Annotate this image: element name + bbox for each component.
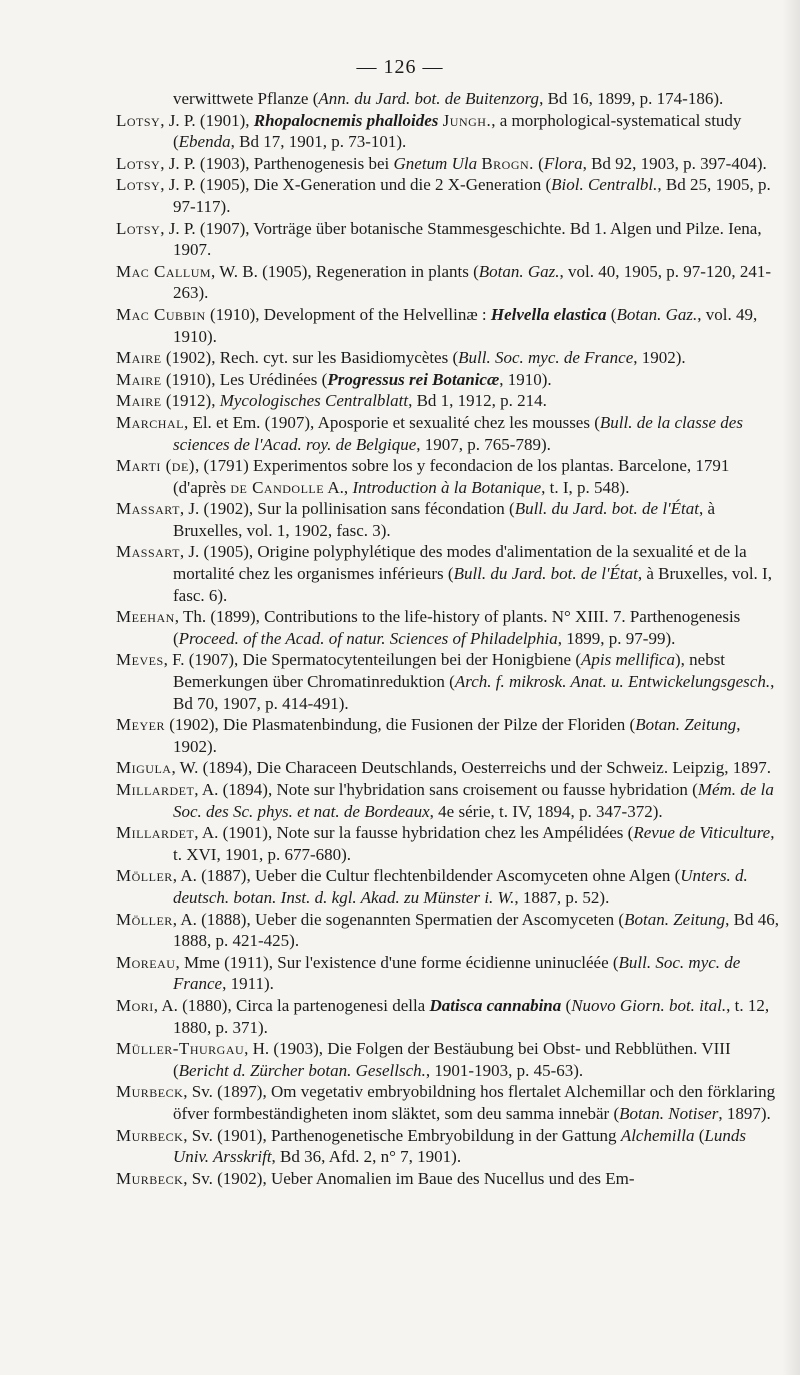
reference-text: , 1902). xyxy=(633,348,686,368)
author-name: Murbeck xyxy=(116,1082,184,1102)
author-name: Millardet xyxy=(116,823,195,843)
author-name: Meyer xyxy=(116,715,165,735)
reference-text: , Bd 1, 1912, p. 214. xyxy=(408,391,547,411)
reference-text: , 1907, p. 765-789). xyxy=(416,434,551,454)
title-text: Botan. Gaz. xyxy=(616,304,698,324)
reference-text: , F. (1907), Die Spermatocytenteilungen bei der Honigbiene ( xyxy=(163,650,582,670)
reference-entry xyxy=(116,390,784,412)
reference-entry xyxy=(116,541,784,606)
reference-text: , vol. 40, 1905, p. 97-120, 241-263). xyxy=(173,261,772,303)
reference-text: verwittwete Pflanze ( xyxy=(173,89,319,108)
reference-entry xyxy=(116,1168,784,1190)
title-text: Datisca cannabina xyxy=(429,995,562,1015)
reference-text: , Bd 25, 1905, p. 97-117). xyxy=(173,175,771,216)
reference-text: , à Bruxelles, vol. 1, 1902, fasc. 3). xyxy=(173,499,716,540)
reference-text: , J. P. (1905), Die X-Generation und die 2 X-Generation ( xyxy=(160,175,552,195)
title-text: Bull. de la classe des sciences de l'Acad. roy. de Belgique xyxy=(173,412,743,454)
title-text: Botan. Zeitung xyxy=(624,909,726,929)
reference-text: , Bd 36, Afd. 2, n° 7, 1901). xyxy=(271,1147,462,1167)
title-text: Bull. du Jard. bot. de l'État xyxy=(453,564,638,584)
title-text: Bull. du Jard. bot. de l'État xyxy=(514,499,700,519)
reference-text: , J. (1905), Origine polyphylétique des modes d'alimentation de la sexualité et de la mortalité chez les organismes inférieurs ( xyxy=(173,542,747,584)
reference-text: , t. 12, 1880, p. 371). xyxy=(173,995,770,1037)
title-text: Apis mellifica xyxy=(581,650,675,670)
reference-entry xyxy=(116,455,784,498)
reference-entry xyxy=(116,909,784,952)
reference-text: , 1901-1903, p. 45-63). xyxy=(425,1060,584,1080)
reference-entry xyxy=(116,304,784,347)
reference-text: , vol. 49, 1910). xyxy=(173,304,758,346)
reference-entry xyxy=(116,412,784,455)
reference-text: ( xyxy=(694,1125,705,1145)
title-text: Gnetum Ula xyxy=(393,153,478,173)
reference-text: , W. B. (1905), Regeneration in plants ( xyxy=(211,261,479,281)
title-text: Botan. Gaz. xyxy=(478,261,560,281)
title-text: Ebenda xyxy=(178,132,231,152)
author-name: Lotsy xyxy=(116,175,161,195)
reference-text: , Th. (1899), Contributions to the life-history of plants. N° XIII. 7. Parthenogenesis ( xyxy=(173,607,741,648)
reference-text: A., xyxy=(324,477,353,497)
reference-entry xyxy=(116,498,784,541)
reference-text: , à Bruxelles, vol. I, fasc. 6). xyxy=(173,564,772,605)
reference-text: , Bd 16, 1899, p. 174-186). xyxy=(539,89,724,108)
reference-text: , 1902). xyxy=(173,715,741,756)
title-text: Mém. de la Soc. des Sc. phys. et nat. de Bordeaux xyxy=(173,780,774,821)
reference-text: , Sv. (1902), Ueber Anomalien im Baue des Nucellus und des Em- xyxy=(183,1168,635,1188)
reference-text: ( xyxy=(533,153,544,173)
author-name: Millardet xyxy=(116,780,195,799)
reference-text: , t. I, p. 548). xyxy=(541,477,630,497)
reference-text: , Bd 17, 1901, p. 73-101). xyxy=(230,132,407,152)
title-text: Helvella elastica xyxy=(490,304,607,324)
author-name: Möller xyxy=(116,866,173,886)
title-text: Introduction à la Botanique xyxy=(352,477,542,497)
reference-text: , 1899, p. 97-99). xyxy=(557,628,676,648)
title-text: Rhopalocnemis phalloides xyxy=(253,110,439,130)
reference-entry xyxy=(116,261,784,304)
author-name: Marchal xyxy=(116,412,184,432)
page-number: — 126 — xyxy=(356,56,444,78)
title-text: Biol. Centralbl. xyxy=(551,175,658,195)
author-name: Lotsy xyxy=(116,110,161,130)
title-text: Mycologisches Centralblatt xyxy=(219,391,409,411)
reference-text: ( xyxy=(606,304,617,324)
title-text: Botan. Notiser xyxy=(619,1103,719,1123)
author-name: Mori xyxy=(116,995,154,1015)
reference-text: , A. (1894), Note sur l'hybridation sans croisement ou fausse hybridation ( xyxy=(194,780,698,799)
reference-text: , 1911). xyxy=(222,974,274,994)
reference-entry xyxy=(116,174,784,217)
author-name: Lotsy xyxy=(116,153,161,173)
author-name: Maire xyxy=(116,391,162,411)
reference-text: , Bd 70, 1907, p. 414-491). xyxy=(173,672,775,713)
author-name: de Candolle xyxy=(230,477,325,497)
reference-text: , Mme (1911), Sur l'existence d'une forme écidienne uninucléée ( xyxy=(175,952,619,972)
reference-entry xyxy=(116,153,784,175)
author-name: Jungh. xyxy=(442,110,492,130)
title-text: Unters. d. deutsch. botan. Inst. d. kgl. Akad. zu Münster i. W. xyxy=(173,866,748,907)
page-edge-shadow xyxy=(782,0,800,1375)
reference-text: , Sv. (1901), Parthenogenetische Embryobildung in der Gattung xyxy=(183,1125,621,1145)
reference-entry xyxy=(116,822,784,865)
author-name: Massart xyxy=(116,499,180,519)
reference-text: ( xyxy=(561,995,572,1015)
author-name: Mac Callum xyxy=(116,261,212,281)
title-text: Ann. du Jard. bot. de Buitenzorg xyxy=(318,89,540,108)
reference-entry xyxy=(116,995,784,1038)
title-text: Botan. Zeitung xyxy=(635,715,737,735)
reference-text: , Sv. (1897), Om vegetativ embryobildning hos flertalet Alchemillar och den förklaring öfver formbeständigheten inom släktet, som deu samma innebär ( xyxy=(173,1082,776,1123)
author-name: Massart xyxy=(116,542,180,562)
reference-entry xyxy=(116,779,784,822)
reference-text: , A. (1901), Note sur la fausse hybridation chez les Ampélidées ( xyxy=(194,823,634,843)
author-name: Migula xyxy=(116,758,172,778)
title-text: Arch. f. mikrosk. Anat. u. Entwickelungsgesch. xyxy=(454,672,771,692)
reference-text: , W. (1894), Die Characeen Deutschlands, Oesterreichs und der Schweiz. Leipzig, 1897. xyxy=(171,758,771,778)
reference-text: (1912), xyxy=(161,391,220,411)
author-name: Meehan xyxy=(116,607,175,627)
reference-text: , 1897). xyxy=(718,1103,771,1123)
reference-text: , H. (1903), Die Folgen der Bestäubung bei Obst- und Rebblüthen. VIII ( xyxy=(173,1039,731,1080)
reference-text: , 1910). xyxy=(499,369,552,389)
title-text: Flora xyxy=(543,153,583,173)
reference-text: (1910), Les Urédinées ( xyxy=(161,369,328,389)
author-name: Mac Cubbin xyxy=(116,304,206,324)
reference-entry xyxy=(116,218,784,261)
title-text: Revue de Viticulture xyxy=(633,823,771,843)
reference-entry xyxy=(116,1038,784,1081)
author-name: Moreau xyxy=(116,952,176,972)
author-name: Murbeck xyxy=(116,1125,184,1145)
reference-entry xyxy=(116,1081,784,1124)
reference-text: ), nebst Bemerkungen über Chromatinreduktion ( xyxy=(173,650,726,692)
reference-text: (1910), Development of the Helvellinæ : xyxy=(205,304,491,324)
reference-text: , J. P. (1907), Vorträge über botanische Stammesgeschichte. Bd 1. Algen und Pilze. Iena, 1907. xyxy=(160,218,762,260)
reference-text: , J. P. (1901), xyxy=(160,110,254,130)
reference-text: , A. (1887), Ueber die Cultur flechtenbildender Ascomyceten ohne Algen ( xyxy=(172,866,681,886)
author-name: Möller xyxy=(116,909,173,929)
author-name: Brogn. xyxy=(481,153,534,173)
reference-text: , a morphological-systematical study ( xyxy=(173,110,742,152)
reference-text: , A. (1880), Circa la partenogenesi della xyxy=(153,995,430,1015)
title-text: Alchemilla xyxy=(620,1125,695,1145)
reference-entry xyxy=(116,88,784,110)
reference-entry xyxy=(116,649,784,714)
title-text: Lunds Univ. Arsskrift xyxy=(173,1125,746,1167)
title-text: Bull. Soc. myc. de France xyxy=(458,348,634,368)
title-text: Proceed. of the Acad. of natur. Sciences of Philadelphia xyxy=(178,628,558,648)
reference-text: , 4e série, t. IV, 1894, p. 347-372). xyxy=(429,801,663,821)
reference-text: , J. P. (1903), Parthenogenesis bei xyxy=(160,153,394,173)
reference-text: , Bd 46, 1888, p. 421-425). xyxy=(173,909,779,951)
title-text: Progressus rei Botanicæ xyxy=(327,369,500,389)
reference-entry xyxy=(116,952,784,995)
author-name: Müller-Thurgau xyxy=(116,1039,245,1059)
reference-text: , Bd 92, 1903, p. 397-404). xyxy=(582,153,767,173)
title-text: Nuovo Giorn. bot. ital. xyxy=(571,995,727,1015)
title-text: Bull. Soc. myc. de France xyxy=(173,952,741,994)
reference-entry xyxy=(116,1125,784,1168)
reference-text: (1902), Rech. cyt. sur les Basidiomycètes ( xyxy=(161,348,459,368)
author-name: Maire xyxy=(116,348,162,368)
reference-entry xyxy=(116,865,784,908)
reference-text: , 1887, p. 52). xyxy=(514,887,610,907)
author-name: Lotsy xyxy=(116,218,161,238)
reference-text: , El. et Em. (1907), Aposporie et sexualité chez les mousses ( xyxy=(183,412,600,432)
reference-text: (1902), Die Plasmatenbindung, die Fusionen der Pilze der Floriden ( xyxy=(164,715,636,735)
reference-text: , A. (1888), Ueber die sogenannten Spermatien der Ascomyceten ( xyxy=(172,909,625,929)
reference-text: , (1791) Experimentos sobre los y fecondacion de los plantas. Barcelone, 1791 (d'après xyxy=(173,456,730,497)
author-name: Marti (de) xyxy=(116,456,195,476)
reference-entry xyxy=(116,757,784,779)
author-name: Maire xyxy=(116,369,162,389)
reference-text: , t. XVI, 1901, p. 677-680). xyxy=(173,823,775,864)
reference-entry xyxy=(116,714,784,757)
reference-entry xyxy=(116,369,784,391)
title-text: Bericht d. Zürcher botan. Gesellsch. xyxy=(178,1060,426,1080)
author-name: Meves xyxy=(116,650,164,670)
author-name: Murbeck xyxy=(116,1168,184,1188)
reference-entry xyxy=(116,347,784,369)
reference-entry xyxy=(116,606,784,649)
reference-entry xyxy=(116,110,784,153)
reference-text: , J. (1902), Sur la pollinisation sans fécondation ( xyxy=(179,499,515,519)
bibliography-list xyxy=(116,88,784,1189)
